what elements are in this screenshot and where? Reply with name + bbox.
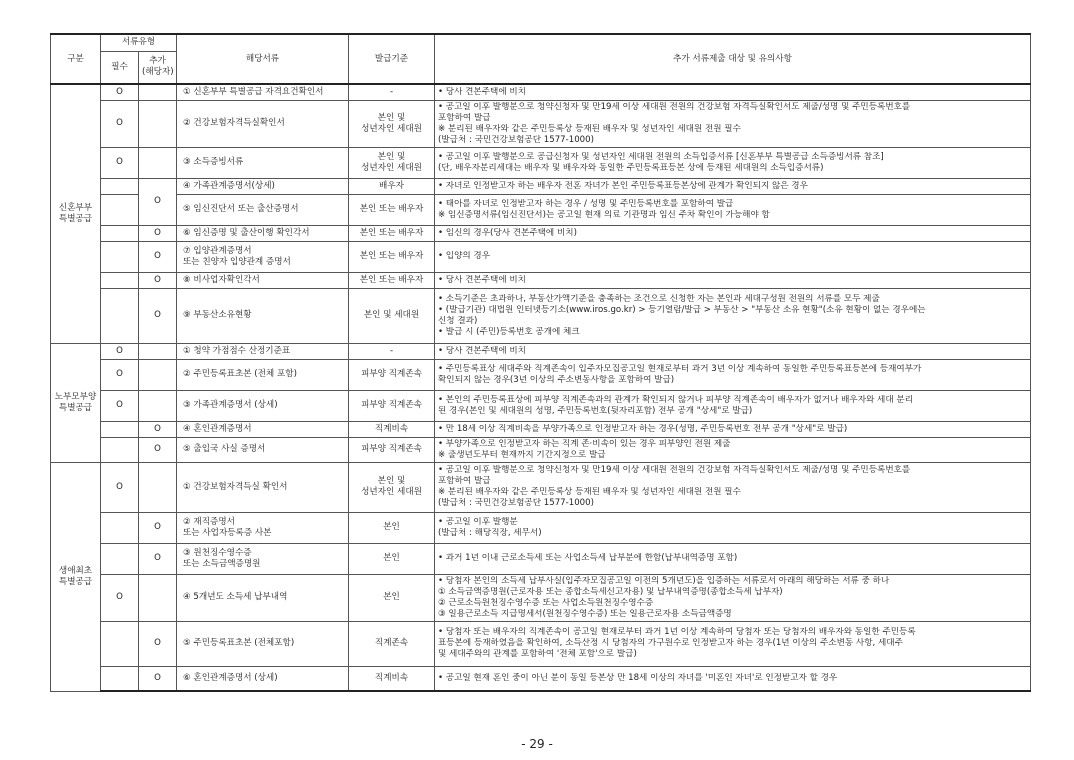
issue-basis — [349, 574, 435, 621]
note-line: ③ 일용근로소득 지급명세서(원천징수영수증) 또는 일용근로자용 소득금액증명 — [438, 608, 732, 619]
note-line: ※ 분리된 배우자와 같은 주민등록상 등재된 배우자 및 성년자인 세대원 전원 필수 — [438, 123, 741, 134]
document-name-line: ⑦ 입양관계증명서 — [183, 245, 252, 256]
required-mark: O — [101, 343, 139, 359]
table-row — [51, 462, 1031, 512]
notes-cell — [435, 512, 1031, 543]
notes-cell — [435, 543, 1031, 574]
table-row — [51, 512, 1031, 543]
issue-basis — [349, 462, 435, 512]
document-name — [177, 84, 349, 100]
issue-basis-line: 본인 또는 배우자 — [359, 251, 424, 261]
issue-basis-line: 직계존속 — [374, 638, 409, 648]
document-name-line: ① 청약 가점점수 산정기준표 — [183, 345, 291, 356]
notes-cell — [435, 100, 1031, 147]
issue-basis — [349, 272, 435, 288]
note-line: ※ 임신증명서류(임신진단서)는 공고일 현재 의료 기관명과 임신 주차 확인이 가능해야 함 — [438, 209, 770, 220]
notes-cell — [435, 178, 1031, 194]
document-name-line: ④ 5개년도 소득세 납부내역 — [183, 592, 288, 602]
additional-mark: O — [139, 666, 177, 691]
additional-mark: O — [139, 621, 177, 666]
issue-basis-line: 직계비속 — [374, 672, 409, 683]
table-row — [51, 147, 1031, 178]
document-name — [177, 178, 349, 194]
note-line: • 공고일 이후 발행분으로 청약신청자 및 만19세 이상 세대원 전원의 건강보험 자격득실확인서도 제출/성명 및 주민등록번호를 — [438, 101, 911, 112]
required-mark — [101, 178, 139, 194]
note-line: • 공고일 이후 발행분으로 청약신청자 및 만19세 이상 세대원 전원의 건강보험 자격득실확인서도 제출/성명 및 주민등록번호를 — [438, 465, 911, 475]
issue-basis — [349, 512, 435, 543]
document-name — [177, 390, 349, 421]
table-row — [51, 390, 1031, 421]
header-additional-sub: (해당자) — [142, 67, 174, 78]
table-body — [51, 84, 1031, 691]
document-name — [177, 241, 349, 272]
notes-cell — [435, 147, 1031, 178]
additional-mark: O — [139, 543, 177, 574]
table-row — [51, 194, 1031, 225]
notes-cell — [435, 462, 1031, 512]
table-row — [51, 178, 1031, 194]
note-line: (발급처 : 해당직장, 세무서) — [438, 527, 542, 538]
notes-cell — [435, 194, 1031, 225]
issue-basis-line: 성년자인 세대원 — [361, 162, 422, 173]
header-documents: 해당서류 — [177, 34, 349, 84]
additional-mark — [139, 84, 177, 100]
table-row — [51, 343, 1031, 359]
issue-basis — [349, 194, 435, 225]
document-name-line: ③ 소득증빙서류 — [183, 157, 244, 167]
note-line: • 공고일 현재 혼인 중이 아닌 분이 동일 등본상 만 18세 이상의 자녀를 '미혼인 자녀'로 인정받고자 할 경우 — [438, 672, 838, 683]
additional-mark — [139, 359, 177, 390]
required-mark — [101, 272, 139, 288]
additional-mark — [139, 147, 177, 178]
document-name-line: ② 건강보험자격득실확인서 — [183, 118, 285, 128]
issue-basis-line: 본인 및 — [377, 476, 406, 486]
issue-basis — [349, 343, 435, 359]
note-line: • 과거 1년 이내 근로소득세 또는 사업소득세 납부분에 한함(납부내역증명 포함) — [438, 553, 738, 563]
document-name-line: ⑤ 출입국 사실 증명서 — [183, 444, 266, 454]
notes-cell — [435, 84, 1031, 100]
issue-basis-line: 본인 또는 배우자 — [359, 204, 424, 214]
document-name — [177, 512, 349, 543]
table-row — [51, 574, 1031, 621]
document-name-line: ② 재직증명서 — [183, 516, 235, 527]
note-line: 표등본에 등재하였음을 확인하여, 소득산정 시 당첨자의 가구원수로 인정받고자 하는 경우(1년 이상의 주소변동 사항, 세대주 — [438, 638, 903, 648]
issue-basis-line: 본인 및 — [377, 151, 406, 162]
issue-basis-line: - — [389, 86, 394, 97]
document-name-line: ③ 가족관계증명서 (상세) — [183, 400, 278, 410]
category-line: 신혼부부 — [58, 202, 93, 213]
required-mark — [101, 241, 139, 272]
document-name-line: ⑥ 혼인관계증명서 (상세) — [183, 672, 278, 683]
issue-basis — [349, 421, 435, 437]
issue-basis-line: 성년자인 세대원 — [361, 487, 422, 497]
notes-cell — [435, 359, 1031, 390]
document-name — [177, 359, 349, 390]
document-name-line: ④ 가족관계증명서(상세) — [183, 180, 275, 191]
additional-mark — [139, 390, 177, 421]
note-line: • (발급기관) 대법원 인터넷등기소(www.iros.go.kr) > 등기열람/발급 > 부동산 > "부동산 소유 현황"(소유 현황이 없는 경우에는 — [438, 304, 926, 315]
issue-basis-line: 본인 또는 배우자 — [359, 274, 424, 285]
note-line: 확인되지 않는 경우(3년 이상의 주소변동사항을 포함하여 발급) — [438, 374, 675, 385]
issue-basis-line: 본인 — [383, 522, 400, 532]
table-row — [51, 359, 1031, 390]
note-line: • 당사 견본주택에 비치 — [438, 274, 526, 285]
notes-cell — [435, 574, 1031, 621]
note-line: • 임신의 경우(당사 견본주택에 비치) — [438, 227, 577, 238]
header-doc-type: 서류유형 — [101, 34, 177, 51]
issue-basis — [349, 437, 435, 462]
required-mark: O — [101, 100, 139, 147]
additional-mark: O — [139, 288, 177, 343]
required-mark: O — [101, 147, 139, 178]
note-line: (단, 배우자분리세대는 배우자 및 배우자와 동일한 주민등록표등본 상에 등재된 세대원의 소득입증서류) — [438, 162, 824, 173]
note-line: 및 세대주와의 관계를 포함하여 '전체 포함'으로 발급) — [438, 649, 637, 659]
document-requirements-table — [50, 33, 1031, 692]
issue-basis — [349, 621, 435, 666]
category-line: 특별공급 — [58, 576, 93, 587]
issue-basis — [349, 359, 435, 390]
document-name-line: ① 건강보험자격득실 확인서 — [183, 481, 288, 492]
document-name — [177, 343, 349, 359]
document-name — [177, 421, 349, 437]
issue-basis — [349, 666, 435, 691]
required-mark: O — [101, 462, 139, 512]
note-line: • 태아를 자녀로 인정받고자 하는 경우 / 성명 및 주민등록번호를 포함하여 발급 — [438, 198, 734, 209]
notes-cell — [435, 621, 1031, 666]
note-line: ① 소득금액증명원(근로자용 또는 종합소득세신고자용) 및 납부내역증명(종합소득세 납부자) — [438, 586, 783, 597]
note-line: 포함하여 발급 — [438, 112, 491, 123]
additional-mark — [139, 574, 177, 621]
issue-basis — [349, 84, 435, 100]
issue-basis — [349, 288, 435, 343]
category-line: 특별공급 — [58, 213, 93, 224]
issue-basis-line: 피부양 직계존속 — [361, 369, 422, 379]
required-mark — [101, 225, 139, 241]
issue-basis-line: 본인 — [383, 553, 400, 563]
issue-basis — [349, 225, 435, 241]
issue-basis-line: - — [389, 345, 394, 356]
note-line: • 소득기준은 초과하나, 부동산가액기준을 충족하는 조건으로 신청한 자는 본인과 세대구성원 전원의 서류를 모두 제출 — [438, 293, 880, 304]
table-row — [51, 84, 1031, 100]
issue-basis — [349, 543, 435, 574]
table-row — [51, 225, 1031, 241]
additional-mark: O — [139, 421, 177, 437]
required-mark: O — [101, 390, 139, 421]
table-row — [51, 666, 1031, 691]
note-line: • 발급 시 (주민)등록번호 공개에 체크 — [438, 326, 580, 337]
notes-cell — [435, 343, 1031, 359]
note-line: • 주민등록표상 세대주와 직계존속이 입주자모집공고일 현재로부터 과거 3년 이상 계속하여 동일한 주민등록표등본에 등재여부가 — [438, 363, 922, 374]
required-mark — [101, 543, 139, 574]
required-mark: O — [101, 359, 139, 390]
notes-cell — [435, 390, 1031, 421]
note-line: • 자녀로 인정받고자 하는 배우자 전혼 자녀가 본인 주민등록표등본상에 관계가 확인되지 않은 경우 — [438, 180, 808, 191]
document-name — [177, 621, 349, 666]
additional-mark — [139, 343, 177, 359]
note-line: • 공고일 이후 발행분 — [438, 516, 518, 527]
note-line: (발급처 : 국민건강보험공단 1577-1000) — [438, 134, 594, 145]
category-line: 생애최초 — [58, 565, 93, 576]
required-mark: O — [101, 84, 139, 100]
required-mark — [101, 421, 139, 437]
required-mark: O — [101, 574, 139, 621]
issue-basis-line: 성년자인 세대원 — [361, 123, 422, 134]
required-mark — [101, 666, 139, 691]
issue-basis-line: 본인 및 세대원 — [363, 310, 420, 320]
note-line: 포함하여 발급 — [438, 476, 491, 486]
additional-mark: O — [139, 178, 177, 225]
header-additional-label: 추가 — [149, 56, 166, 67]
table-header — [51, 34, 1031, 84]
note-line: • 당첨자 본인의 소득세 납부사실(입주자모집공고일 이전의 5개년도)을 입증하는 서류로서 아래의 해당하는 서류 중 하나 — [438, 575, 890, 586]
category-cell — [51, 84, 101, 343]
document-name-line: 또는 소득금액증명원 — [183, 558, 261, 569]
required-mark — [101, 194, 139, 225]
issue-basis — [349, 390, 435, 421]
required-mark — [101, 621, 139, 666]
note-line: • 만 18세 이상 직계비속을 부양가족으로 인정받고자 하는 경우(성명, 주민등록번호 전부 공개 "상세"로 발급) — [438, 423, 848, 434]
additional-mark — [139, 462, 177, 512]
category-cell — [51, 343, 101, 462]
table-row — [51, 100, 1031, 147]
document-name-line: ⑧ 비사업자확인각서 — [183, 274, 260, 285]
document-name-line: ④ 혼인관계증명서 — [183, 423, 252, 434]
note-line: • 본인의 주민등록표상에 피부양 직계존속과의 관계가 확인되지 않거나 피부양 직계존속이 배우자가 없거나 배우자와 세대 분리 — [438, 394, 913, 405]
header-issue-basis: 발급기준 — [349, 34, 435, 84]
document-name — [177, 437, 349, 462]
note-line: • 입양의 경우 — [438, 251, 491, 261]
document-name — [177, 194, 349, 225]
document-name — [177, 462, 349, 512]
additional-mark: O — [139, 225, 177, 241]
table-row — [51, 272, 1031, 288]
required-mark — [101, 512, 139, 543]
document-name — [177, 225, 349, 241]
category-line: 노부모부양 — [54, 391, 97, 402]
notes-cell — [435, 421, 1031, 437]
table-row — [51, 543, 1031, 574]
table-row — [51, 437, 1031, 462]
additional-mark: O — [139, 512, 177, 543]
issue-basis-line: 피부양 직계존속 — [361, 400, 422, 410]
category-cell — [51, 462, 101, 691]
document-name-line: 또는 사업자등록증 사본 — [183, 527, 272, 538]
notes-cell — [435, 437, 1031, 462]
document-name-line: ⑤ 임신진단서 또는 출산증명서 — [183, 204, 299, 214]
issue-basis — [349, 100, 435, 147]
notes-cell — [435, 241, 1031, 272]
note-line: • 당사 견본주택에 비치 — [438, 345, 526, 356]
required-mark — [101, 288, 139, 343]
document-name — [177, 100, 349, 147]
additional-mark: O — [139, 272, 177, 288]
document-name-line: ① 신혼부부 특별공급 자격요건확인서 — [183, 86, 324, 97]
issue-basis-line: 피부양 직계존속 — [361, 444, 422, 454]
header-required: 필수 — [101, 51, 139, 84]
document-name-line: ⑤ 주민등록표초본 (전체포함) — [183, 638, 295, 648]
document-name-line: ③ 원천징수영수증 — [183, 547, 252, 558]
notes-cell — [435, 666, 1031, 691]
additional-mark: O — [139, 437, 177, 462]
note-line: ② 근로소득원천징수영수증 또는 사업소득원천징수영수증 — [438, 597, 654, 608]
notes-cell — [435, 225, 1031, 241]
document-name — [177, 147, 349, 178]
note-line: ※ 분리된 배우자와 같은 주민등록상 등재된 배우자 및 성년자인 세대원 전원 필수 — [438, 487, 741, 497]
issue-basis — [349, 241, 435, 272]
header-category: 구분 — [51, 34, 101, 84]
note-line: 신청 결과) — [438, 315, 478, 326]
issue-basis — [349, 178, 435, 194]
document-name-line: 또는 친양자 입양관계 증명서 — [183, 256, 291, 267]
issue-basis — [349, 147, 435, 178]
document-name — [177, 666, 349, 691]
note-line: • 당첨자 또는 배우자의 직계존속이 공고일 현재로부터 과거 1년 이상 계속하여 당첨자 또는 당첨자의 배우자와 동일한 주민등록 — [438, 627, 916, 637]
page-number: - 29 - — [521, 737, 553, 751]
document-name-line: ⑥ 임신증명 및 출산이행 확인각서 — [183, 227, 310, 238]
table-row — [51, 241, 1031, 272]
issue-basis-line: 본인 또는 배우자 — [359, 227, 424, 238]
document-name — [177, 543, 349, 574]
document-name — [177, 574, 349, 621]
table-row — [51, 621, 1031, 666]
table-row — [51, 421, 1031, 437]
additional-mark — [139, 100, 177, 147]
header-notes: 추가 서류제출 대상 및 유의사항 — [435, 34, 1031, 84]
document-name-line: ⑨ 부동산소유현황 — [183, 310, 252, 320]
note-line: • 당사 견본주택에 비치 — [438, 86, 526, 97]
issue-basis-line: 배우자 — [379, 180, 404, 191]
issue-basis-line: 본인 및 — [377, 112, 406, 123]
note-line: (발급처 : 국민건강보험공단 1577-1000) — [438, 498, 594, 508]
header-additional — [139, 51, 177, 84]
note-line: • 부양가족으로 인정받고자 하는 직계 존·비속이 있는 경우 피부양인 전원 제출 — [438, 438, 731, 449]
issue-basis-line: 직계비속 — [374, 423, 409, 434]
note-line: 된 경우(본인 및 세대원의 성명, 주민등록번호(뒷자리포함) 전부 공개 "상세"로 발급) — [438, 405, 753, 416]
document-name — [177, 272, 349, 288]
required-mark — [101, 437, 139, 462]
notes-cell — [435, 272, 1031, 288]
table-row — [51, 288, 1031, 343]
category-line: 특별공급 — [58, 402, 93, 413]
document-name — [177, 288, 349, 343]
additional-mark: O — [139, 241, 177, 272]
note-line: • 공고일 이후 발행분으로 공급신청자 및 성년자인 세대원 전원의 소득입증서류 [신혼부부 특별공급 소득증빙서류 참조] — [438, 151, 884, 162]
notes-cell — [435, 288, 1031, 343]
note-line: ※ 출생년도부터 현재까지 기간지정으로 발급 — [438, 449, 606, 460]
issue-basis-line: 본인 — [383, 592, 400, 602]
document-name-line: ② 주민등록표초본 (전체 포함) — [183, 369, 297, 379]
